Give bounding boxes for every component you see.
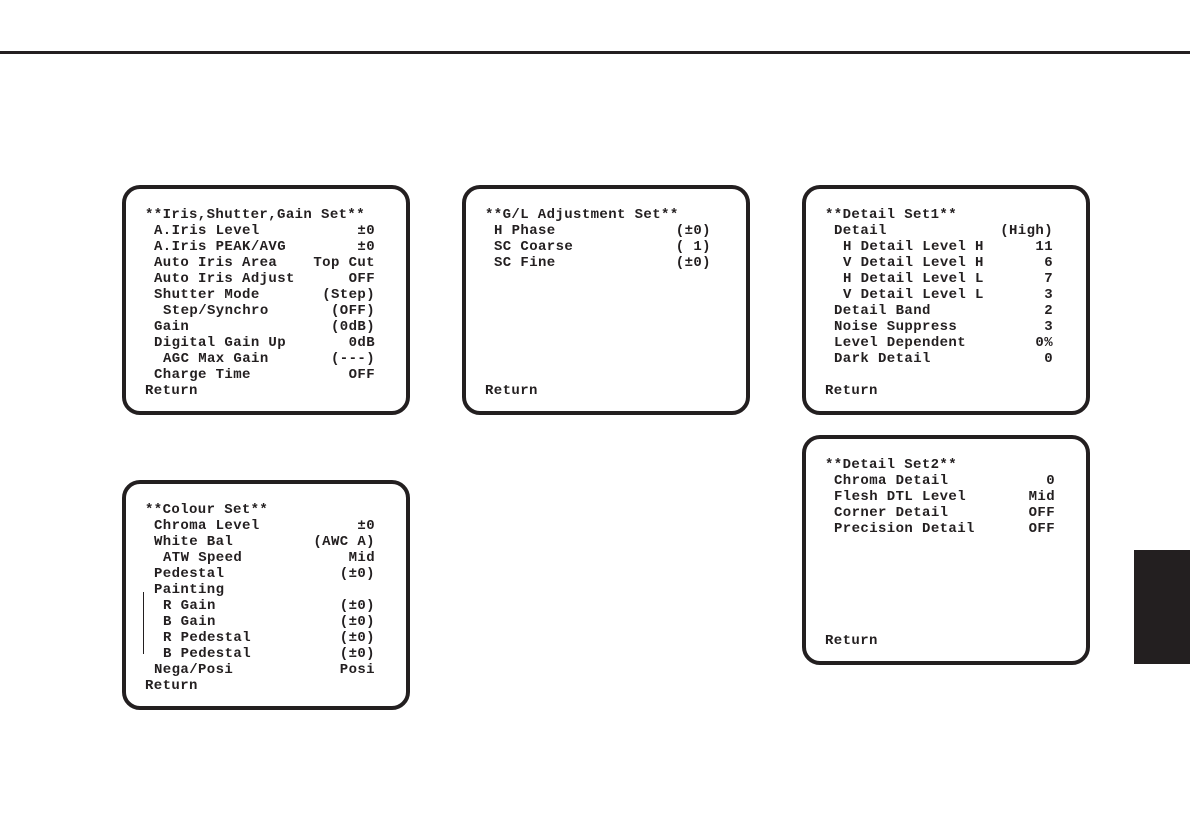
item-label: Digital Gain Up xyxy=(154,335,287,351)
menu-subitem[interactable] xyxy=(145,646,375,662)
item-label: V Detail Level L xyxy=(843,287,984,303)
menu-list xyxy=(145,207,375,383)
item-value: OFF xyxy=(1028,521,1055,537)
item-value: 7 xyxy=(1044,271,1053,287)
menu-item[interactable] xyxy=(825,505,1055,521)
item-label: R Gain xyxy=(163,598,216,614)
colour-set-menu xyxy=(122,480,410,710)
chapter-tab xyxy=(1134,550,1190,664)
menu-list xyxy=(145,502,375,678)
menu-item[interactable] xyxy=(825,335,1053,351)
menu-item[interactable] xyxy=(825,351,1053,367)
menu-list xyxy=(825,207,1053,367)
item-label: AGC Max Gain xyxy=(163,351,269,367)
menu-subitem[interactable] xyxy=(145,303,375,319)
return-item[interactable]: Return xyxy=(825,633,878,649)
item-value: (±0) xyxy=(339,630,375,646)
menu-title xyxy=(825,207,1053,223)
gl-adjustment-menu xyxy=(462,185,750,415)
menu-title xyxy=(825,457,1055,473)
menu-item[interactable] xyxy=(825,223,1053,239)
item-label: H Detail Level H xyxy=(843,239,984,255)
item-value: 2 xyxy=(1044,303,1053,319)
item-label: Chroma Level xyxy=(154,518,260,534)
item-label: R Pedestal xyxy=(163,630,252,646)
item-label: Auto Iris Area xyxy=(154,255,278,271)
item-value: (High) xyxy=(1000,223,1053,239)
item-value: (±0) xyxy=(339,566,375,582)
menu-subitem[interactable] xyxy=(145,351,375,367)
menu-title-text: **G/L Adjustment Set** xyxy=(485,207,679,223)
item-label: Charge Time xyxy=(154,367,251,383)
item-value: (±0) xyxy=(339,646,375,662)
menu-list xyxy=(825,457,1055,537)
menu-item[interactable] xyxy=(145,566,375,582)
item-label: Gain xyxy=(154,319,190,335)
item-value: (0dB) xyxy=(330,319,375,335)
item-value: (±0) xyxy=(339,598,375,614)
item-value: OFF xyxy=(348,367,375,383)
item-label: Noise Suppress xyxy=(834,319,958,335)
menu-subitem[interactable] xyxy=(145,550,375,566)
item-value: ( 1) xyxy=(675,239,711,255)
detail-set1-menu xyxy=(802,185,1090,415)
return-item[interactable]: Return xyxy=(825,383,878,399)
return-item[interactable]: Return xyxy=(485,383,538,399)
item-value: ±0 xyxy=(357,239,375,255)
menu-item[interactable] xyxy=(825,319,1053,335)
menu-item[interactable] xyxy=(145,319,375,335)
item-label: H Detail Level L xyxy=(843,271,984,287)
item-value: Mid xyxy=(348,550,375,566)
menu-subitem[interactable] xyxy=(145,630,375,646)
menu-title-text: **Detail Set1** xyxy=(825,207,958,223)
menu-subitem[interactable] xyxy=(145,614,375,630)
return-item[interactable]: Return xyxy=(145,678,198,694)
return-item[interactable]: Return xyxy=(145,383,198,399)
menu-subitem[interactable] xyxy=(825,287,1053,303)
menu-item[interactable] xyxy=(145,582,375,598)
menu-subitem[interactable] xyxy=(825,239,1053,255)
item-label: B Pedestal xyxy=(163,646,252,662)
menu-item[interactable] xyxy=(145,223,375,239)
item-value: 3 xyxy=(1044,287,1053,303)
menu-title xyxy=(145,207,375,223)
item-value: (±0) xyxy=(675,223,711,239)
item-value: 0 xyxy=(1044,351,1053,367)
item-label: Nega/Posi xyxy=(154,662,234,678)
item-label: Shutter Mode xyxy=(154,287,260,303)
item-label: A.Iris Level xyxy=(154,223,260,239)
item-value: (Step) xyxy=(322,287,375,303)
menu-item[interactable] xyxy=(485,239,711,255)
item-label: Precision Detail xyxy=(834,521,975,537)
item-value: 0dB xyxy=(348,335,375,351)
item-label: Step/Synchro xyxy=(163,303,269,319)
item-label: White Bal xyxy=(154,534,234,550)
item-value: ±0 xyxy=(357,223,375,239)
menu-item[interactable] xyxy=(145,239,375,255)
item-value: (±0) xyxy=(675,255,711,271)
menu-item[interactable] xyxy=(145,518,375,534)
item-label: Chroma Detail xyxy=(834,473,949,489)
item-label: Painting xyxy=(154,582,225,598)
item-value: 0% xyxy=(1035,335,1053,351)
item-value: (±0) xyxy=(339,614,375,630)
menu-item[interactable] xyxy=(825,303,1053,319)
menu-list xyxy=(485,207,711,271)
item-value: (---) xyxy=(330,351,375,367)
item-label: Dark Detail xyxy=(834,351,931,367)
item-value: (OFF) xyxy=(330,303,375,319)
menu-item[interactable] xyxy=(145,255,375,271)
menu-item[interactable] xyxy=(145,287,375,303)
item-value: OFF xyxy=(348,271,375,287)
item-label: SC Fine xyxy=(494,255,556,271)
item-label: Detail xyxy=(834,223,887,239)
menu-item[interactable] xyxy=(145,662,375,678)
menu-title-text: **Iris,Shutter,Gain Set** xyxy=(145,207,366,223)
item-value: Posi xyxy=(339,662,375,678)
menu-title-text: **Colour Set** xyxy=(145,502,269,518)
menu-title xyxy=(485,207,711,223)
menu-item[interactable] xyxy=(825,489,1055,505)
item-label: ATW Speed xyxy=(163,550,243,566)
menu-item[interactable] xyxy=(485,255,711,271)
item-value: 3 xyxy=(1044,319,1053,335)
item-value: (AWC A) xyxy=(313,534,375,550)
item-label: B Gain xyxy=(163,614,216,630)
menu-item[interactable] xyxy=(145,534,375,550)
detail-set2-menu xyxy=(802,435,1090,665)
menu-item[interactable] xyxy=(145,367,375,383)
item-label: Pedestal xyxy=(154,566,225,582)
menu-item[interactable] xyxy=(145,335,375,351)
item-label: SC Coarse xyxy=(494,239,574,255)
item-label: A.Iris PEAK/AVG xyxy=(154,239,287,255)
item-label: Auto Iris Adjust xyxy=(154,271,295,287)
item-value: ±0 xyxy=(357,518,375,534)
menu-item[interactable] xyxy=(145,271,375,287)
menu-item[interactable] xyxy=(825,473,1055,489)
item-label: Corner Detail xyxy=(834,505,949,521)
item-value: OFF xyxy=(1028,505,1055,521)
item-label: H Phase xyxy=(494,223,556,239)
item-value: 0 xyxy=(1046,473,1055,489)
menu-title xyxy=(145,502,375,518)
painting-group-bracket xyxy=(143,592,144,654)
iris-shutter-gain-menu xyxy=(122,185,410,415)
item-label: Detail Band xyxy=(834,303,931,319)
header-rule xyxy=(0,51,1190,54)
item-label: V Detail Level H xyxy=(843,255,984,271)
menu-subitem[interactable] xyxy=(145,598,375,614)
menu-item[interactable] xyxy=(825,521,1055,537)
item-value: Top Cut xyxy=(313,255,375,271)
item-value: Mid xyxy=(1028,489,1055,505)
item-label: Flesh DTL Level xyxy=(834,489,967,505)
item-value: 6 xyxy=(1044,255,1053,271)
item-label: Level Dependent xyxy=(834,335,967,351)
menu-subitem[interactable] xyxy=(825,255,1053,271)
menu-item[interactable] xyxy=(485,223,711,239)
menu-subitem[interactable] xyxy=(825,271,1053,287)
item-value: 11 xyxy=(1035,239,1053,255)
menu-title-text: **Detail Set2** xyxy=(825,457,958,473)
